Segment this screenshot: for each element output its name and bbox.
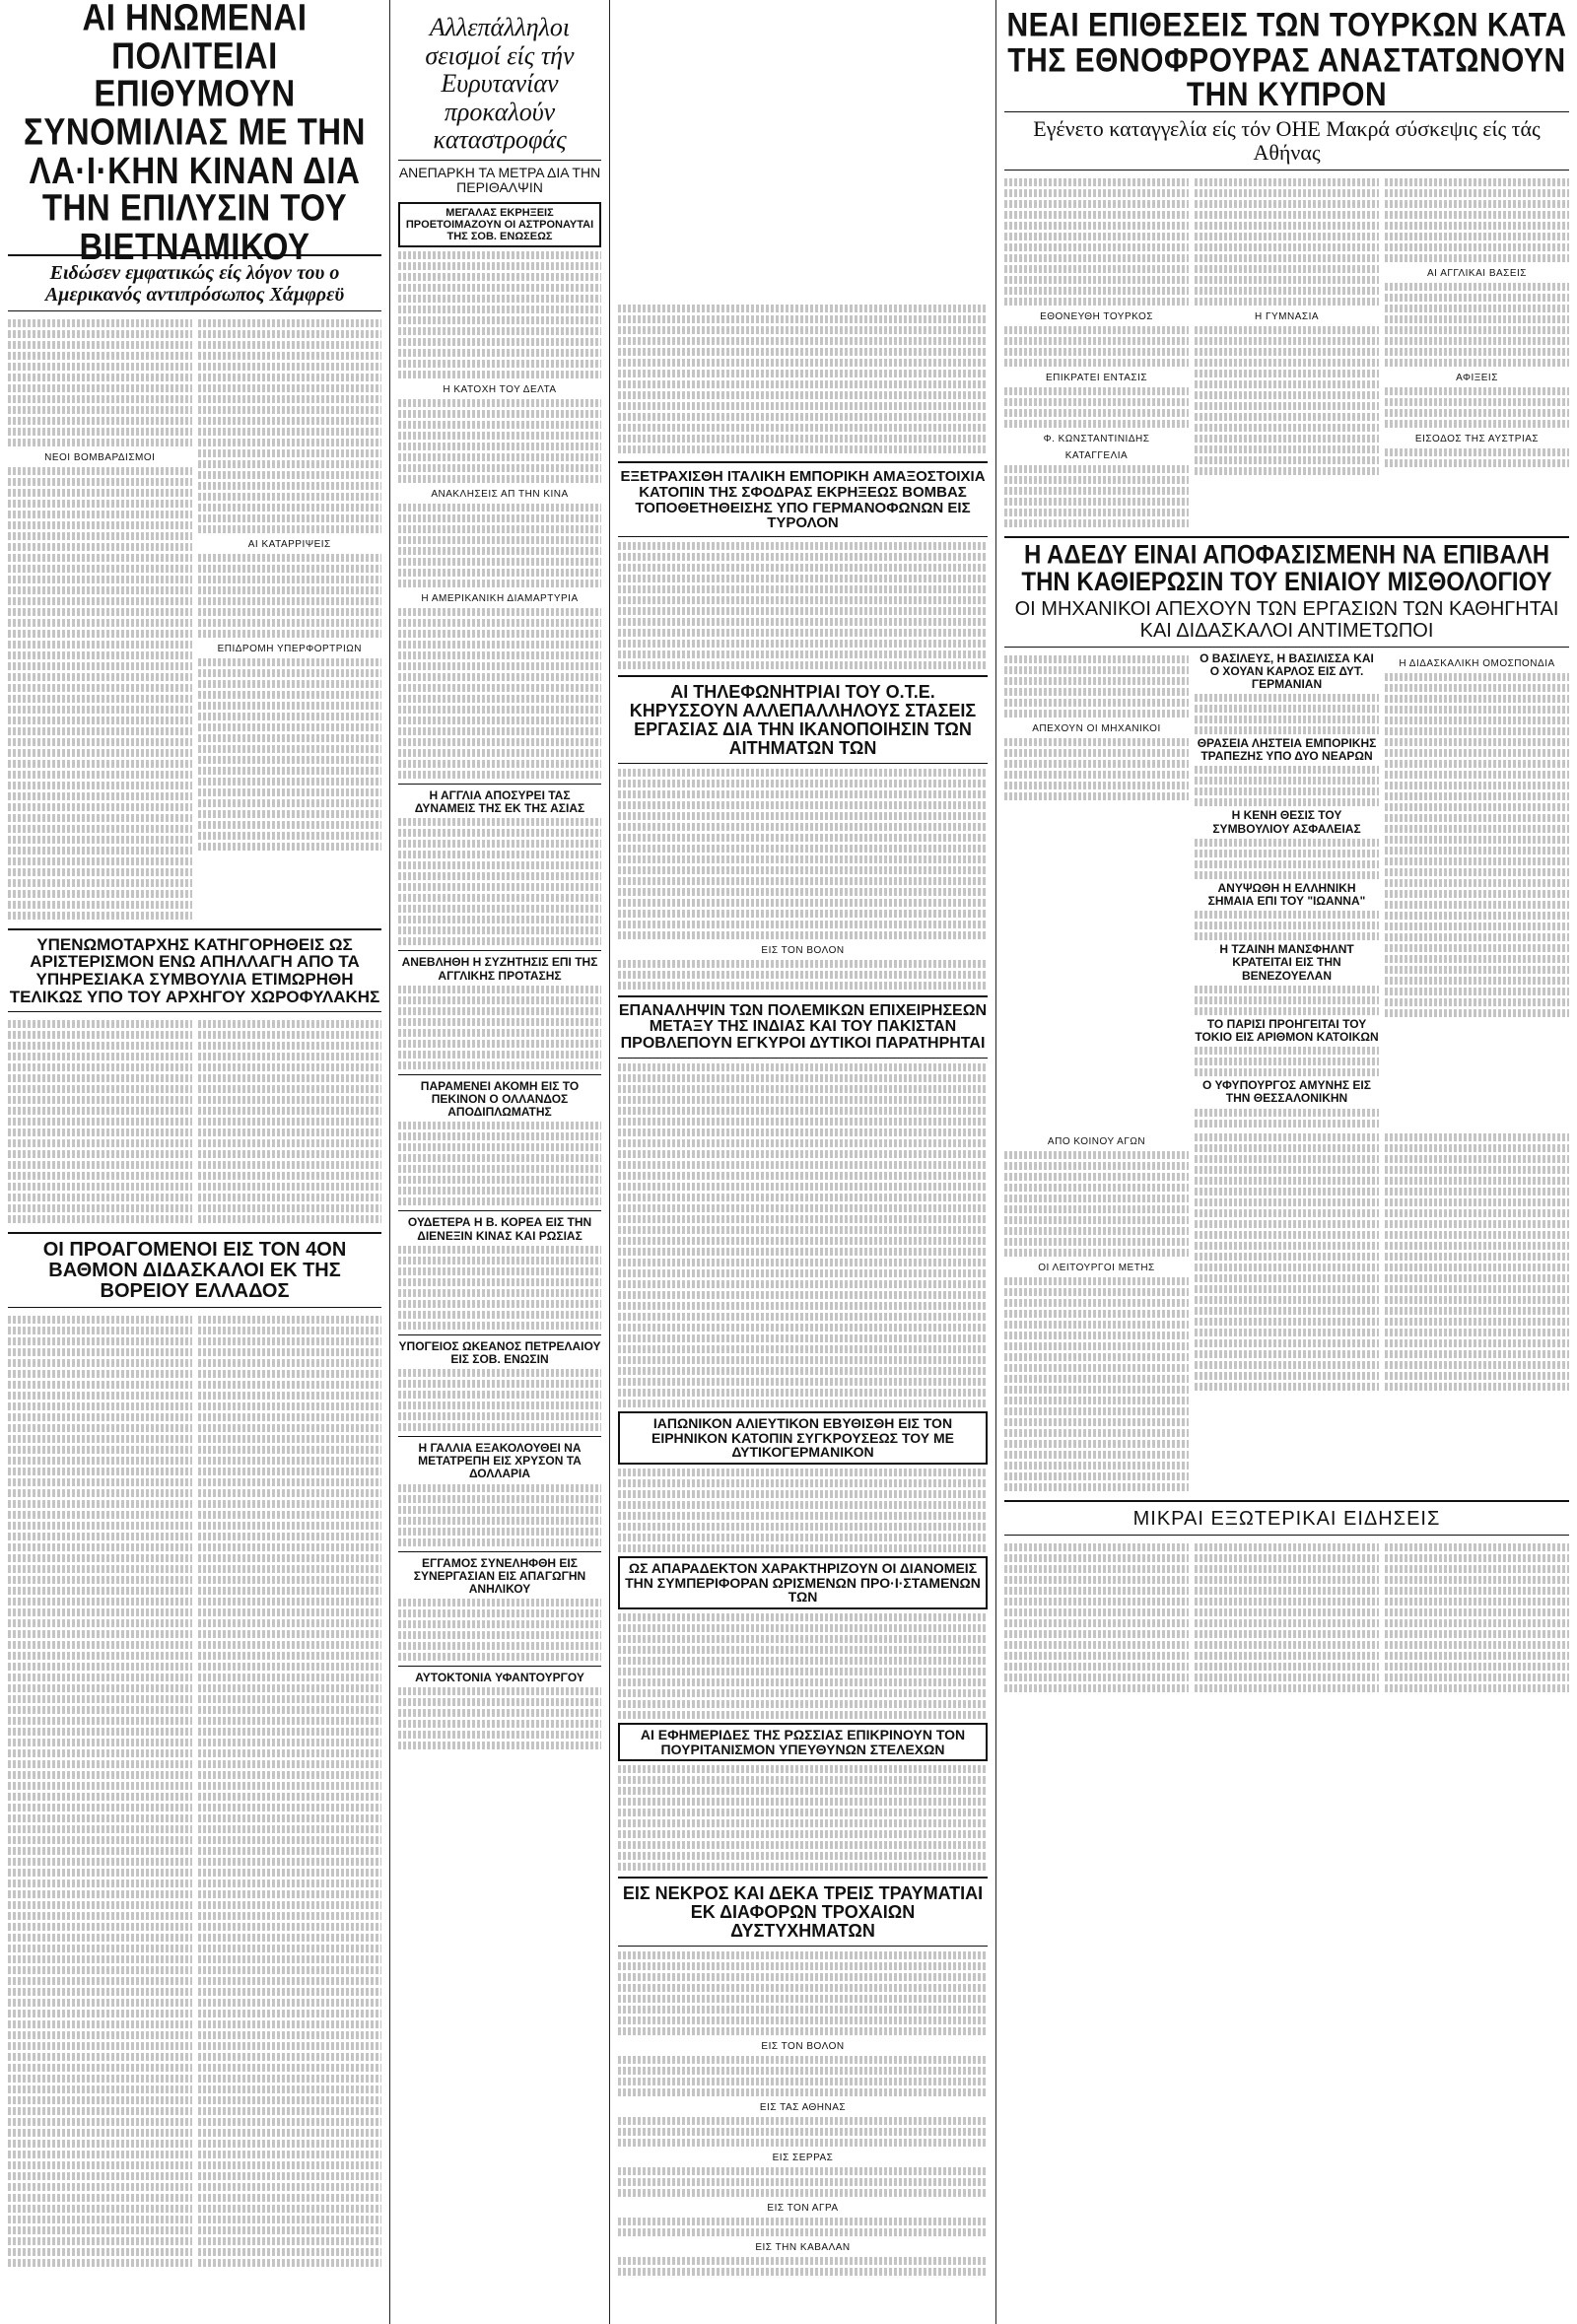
headline-adedy: Η ΑΔΕΔΥ ΕΙΝΑΙ ΑΠΟΦΑΣΙΣΜΕΝΗ ΝΑ ΕΠΙΒΑΛΗ ΤΗΝ ΚΑΘΙΕΡΩΣΙΝ ΤΟΥ ΕΝΙΑΙΟΥ ΜΙΣΘΟΛΟΓΙΟΥ xyxy=(1021,540,1552,597)
headline-traffic-accidents: ΕΙΣ ΝΕΚΡΟΣ ΚΑΙ ΔΕΚΑ ΤΡΕΙΣ ΤΡΑΥΜΑΤΙΑΙ ΕΚ ΔΙΑΦΟΡΩΝ ΤΡΟΧΑΙΩΝ ΔΥΣΤΥΧΗΜΑΤΩΝ xyxy=(622,1883,984,1942)
headline-defense: Ο ΥΦΥΠΟΥΡΓΟΣ ΑΜΥΝΗΣ ΕΙΣ ΤΗΝ ΘΕΣΣΑΛΟΝΙΚΗΝ xyxy=(1202,1078,1371,1106)
column-3 xyxy=(610,0,995,2324)
headline-cyprus: ΝΕΑΙ ΕΠΙΘΕΣΕΙΣ ΤΩΝ ΤΟΥΡΚΩΝ ΚΑΤΑ ΤΗΣ ΕΘΝΟΦΡΟΥΡΑΣ ΑΝΑΣΤΑΤΩΝΟΥΝ ΤΗΝ ΚΥΠΡΟΝ xyxy=(1006,6,1567,114)
section-exercise: Η ΓΥΜΝΑΣΙΑ xyxy=(1254,311,1320,323)
headline-japanese-fishing: ΙΑΠΩΝΙΚΟΝ ΑΛΙΕΥΤΙΚΟΝ ΕΒΥΘΙΣΘΗ ΕΙΣ ΤΟΝ ΕΙΡΗΝΙΚΟΝ ΚΑΤΟΠΙΝ ΣΥΓΚΡΟΥΣΕΩΣ ΤΟΥ ΜΕ ΔΥΤΙΚΟΓΕΡΜΑΝΙΚΟΝ xyxy=(651,1414,954,1461)
subhead-measures: ΑΝΕΠΑΡΚΗ ΤΑ ΜΕΤΡΑ ΔΙΑ ΤΗΝ ΠΕΡΙΘΑΛΨΙΝ xyxy=(398,164,601,196)
section-kavala: ΕΙΣ ΤΗΝ ΚΑΒΑΛΑΝ xyxy=(755,2242,851,2254)
section-complaint: ΚΑΤΑΓΓΕΛΙΑ xyxy=(1064,450,1129,462)
headline-oil: ΥΠΟΓΕΙΟΣ ΩΚΕΑΝΟΣ ΠΕΤΡΕΛΑΙΟΥ ΕΙΣ ΣΟΒ. ΕΝΩΣΙΝ xyxy=(398,1338,601,1366)
headline-ote-strike: ΑΙ ΤΗΛΕΦΩΝΗΤΡΙΑΙ ΤΟΥ Ο.Τ.Ε. ΚΗΡΥΣΣΟΥΝ ΑΛΛΕΠΑΛΛΗΛΟΥΣ ΣΤΑΣΕΙΣ ΕΡΓΑΣΙΑΣ ΔΙΑ ΤΗΝ ΙΚΑΝΟΠΟΙΗΣΙΝ ΤΩΝ ΑΙΤΗΜΑΤΩΝ ΤΩΝ xyxy=(629,682,977,758)
subhead-engineers: ΟΙ ΜΗΧΑΝΙΚΟΙ ΑΠΕΧΟΥΝ ΤΩΝ ΕΡΓΑΣΙΩΝ ΤΩΝ ΚΑΘΗΓΗΤΑΙ ΚΑΙ ΔΙΔΑΣΚΑΛΟΙ ΑΝΤΙΜΕΤΩΠΟΙ xyxy=(1014,597,1559,642)
headline-suicide: ΑΥΤΟΚΤΟΝΙΑ ΥΦΑΝΤΟΥΡΓΟΥ xyxy=(415,1671,584,1685)
headline-india-pakistan: ΕΠΑΝΑΛΗΨΙΝ ΤΩΝ ΠΟΛΕΜΙΚΩΝ ΕΠΙΧΕΙΡΗΣΕΩΝ ΜΕΤΑΞΥ ΤΗΣ ΙΝΔΙΑΣ ΚΑΙ ΤΟΥ ΠΑΚΙΣΤΑΝ ΠΡΟΒΛΕΠΟΥΝ ΕΓΚΥΡΟΙ ΔΥΤΙΚΟΙ ΠΑΡΑΤΗΡΗΤΑΙ xyxy=(618,1001,988,1053)
section-austria: ΕΙΣΟΔΟΣ ΤΗΣ ΑΥΣΤΡΙΑΣ xyxy=(1414,434,1540,445)
section-american-protest: Η ΑΜΕΡΙΚΑΝΙΚΗ ΔΙΑΜΑΡΤΥΡΙΑ xyxy=(421,593,579,605)
headline-distributors: ΩΣ ΑΠΑΡΑΔΕΚΤΟΝ ΧΑΡΑΚΤΗΡΙΖΟΥΝ ΟΙ ΔΙΑΝΟΜΕΙΣ ΤΗΝ ΣΥΜΠΕΡΙΦΟΡΑΝ ΩΡΙΣΜΕΝΩΝ ΠΡΟ·Ι·ΣΤΑΜΕΝΩΝ ΤΩΝ xyxy=(625,1560,981,1606)
column-2 xyxy=(390,0,609,2324)
section-agra: ΕΙΣ ΤΟΝ ΑΓΡΑ xyxy=(767,2203,839,2215)
subhead-humphrey: Ειδώσεν εμφατικώς είς λόγον του ο Αμερικανός αντιπρόσωπος Χάμφρεϋ xyxy=(44,261,345,306)
headline-royals: Ο ΒΑΣΙΛΕΥΣ, Η ΒΑΣΙΛΙΣΣΑ ΚΑΙ Ο ΧΟΥΑΝ ΚΑΡΛΟΣ ΕΙΣ ΔΥΤ. ΓΕΡΜΑΝΙΑΝ xyxy=(1200,650,1374,691)
section-teachers-federation: Η ΔΙΔΑΣΚΑΛΙΚΗ ΟΜΟΣΠΟΝΔΙΑ xyxy=(1399,657,1555,669)
headline-postponed: ΑΝΕΒΛΗΘΗ Η ΣΥΖΗΤΗΣΙΣ ΕΠΙ ΤΗΣ ΑΓΓΛΙΚΗΣ ΠΡΟΤΑΣΗΣ xyxy=(401,955,598,983)
section-volos-2: ΕΙΣ ΤΟΝ ΒΟΛΟΝ xyxy=(761,2041,845,2053)
section-new-bombings: ΝΕΟΙ ΒΟΜΒΑΡΔΙΣΜΟΙ xyxy=(44,451,156,463)
section-turk-killed: ΕΘΟΝΕΥΘΗ ΤΟΥΡΚΟΣ xyxy=(1040,311,1153,323)
headline-england-asia: Η ΑΓΓΛΙΑ ΑΠΟΣΥΡΕΙ ΤΑΣ ΔΥΝΑΜΕΙΣ ΤΗΣ ΕΚ ΤΗΣ ΑΣΙΑΣ xyxy=(414,788,585,816)
headline-vietnam: ΑΙ ΗΝΩΜΕΝΑΙ ΠΟΛΙΤΕΙΑΙ ΕΠΙΘΥΜΟΥΝ ΣΥΝΟΜΙΛΙΑΣ ΜΕ ΤΗΝ ΛΑ·Ι·ΚΗΝ ΚΙΝΑΝ ΔΙΑ ΤΗΝ ΕΠΙΛΥΣΙΝ ΤΟΥ ΒΙΕΤΝΑΜΙΚΟΥ xyxy=(24,0,366,267)
section-common-struggle: ΑΠΟ ΚΟΙΝΟΥ ΑΓΩΝ xyxy=(1047,1135,1146,1147)
headline-korea: ΟΥΔΕΤΕΡΑ Η Β. ΚΟΡΕΑ ΕΙΣ ΤΗΝ ΔΙΕΝΕΞΙΝ ΚΙΝΑΣ ΚΑΙ ΡΩΣΙΑΣ xyxy=(407,1215,592,1243)
headline-teachers-promotion: ΟΙ ΠΡΟΑΓΟΜΕΝΟΙ ΕΙΣ ΤΟΝ 4ΟΝ ΒΑΘΜΟΝ ΔΙΔΑΣΚΑΛΟΙ ΕΚ ΤΗΣ ΒΟΡΕΙΟΥ ΕΛΛΑΔΟΣ xyxy=(42,1238,347,1302)
section-serres: ΕΙΣ ΣΕΡΡΑΣ xyxy=(772,2153,834,2164)
article-body-1b xyxy=(198,316,382,923)
headline-earthquakes: Αλλεπάλληλοι σεισμοί είς τήν Ευρυτανίαν προκαλούν καταστροφάς xyxy=(425,13,575,155)
section-shootdowns: ΑΙ ΚΑΤΑΡΡΙΨΕΙΣ xyxy=(247,538,331,550)
section-tension: ΕΠΙΚΡΑΤΕΙ ΕΝΤΑΣΙΣ xyxy=(1045,373,1148,384)
section-english-bases: ΑΙ ΑΓΓΛΙΚΑΙ ΒΑΣΕΙΣ xyxy=(1427,268,1527,280)
headline-dutch-diplomat: ΠΑΡΑΜΕΝΕΙ ΑΚΟΜΗ ΕΙΣ ΤΟ ΠΕΚΙΝΟΝ Ο ΟΛΛΑΝΔΟΣ ΑΠΟΔΙΠΛΩΜΑΤΗΣ xyxy=(420,1078,580,1120)
section-officers: ΟΙ ΛΕΙΤΟΥΡΓΟΙ ΜΕΤΗΣ xyxy=(1038,1262,1155,1273)
section-delta: Η ΚΑΤΟΧΗ ΤΟΥ ΔΕΛΤΑ xyxy=(443,384,557,396)
section-superfortress-raid: ΕΠΙΔΡΟΜΗ ΥΠΕΡΦΟΡΤΡΙΩΝ xyxy=(217,643,362,654)
headline-gendarmerie: ΥΠΕΝΩΜΟΤΑΡΧΗΣ ΚΑΤΗΓΟΡΗΘΕΙΣ ΩΣ ΑΡΙΣΤΕΡΙΣΜΟΝ ΕΝΩ ΑΠΗΛΛΑΓΗ ΑΠΟ ΤΑ ΥΠΗΡΕΣΙΑΚΑ ΣΥΜΒΟΥΛΙΑ ΕΤΙΜΩΡΗΘΗ ΤΕΛΙΚΩΣ ΥΠΟ ΤΟΥ ΑΡΧΗΓΟΥ ΧΩΡΟΦΥΛΑΚΗΣ xyxy=(9,934,380,1007)
box-astronauts: ΜΕΓΑΛΑΣ ΕΚΡΗΞΕΙΣ ΠΡΟΕΤΟΙΜΑΖΟΥΝ ΟΙ ΑΣΤΡΟΝΑΥΤΑΙ ΤΗΣ ΣΟΒ. ΕΝΩΣΕΩΣ xyxy=(405,206,594,242)
headline-gold: Η ΓΑΛΛΙΑ ΕΞΑΚΟΛΟΥΘΕΙ ΝΑ ΜΕΤΑΤΡΕΠΗ ΕΙΣ ΧΡΥΣΟΝ ΤΑ ΔΟΛΛΑΡΙΑ xyxy=(418,1441,582,1481)
section-volos: ΕΙΣ ΤΟΝ ΒΟΛΟΝ xyxy=(761,944,845,956)
headline-jayne: Η ΤΖΑΙΝΗ ΜΑΝΣΦΗΛΝΤ ΚΡΑΤΕΙΤΑΙ ΕΙΣ ΤΗΝ ΒΕΝΕΖΟΥΕΛΑΝ xyxy=(1219,942,1354,983)
headline-robbery: ΘΡΑΣΕΙΑ ΛΗΣΤΕΙΑ ΕΜΠΟΡΙΚΗΣ ΤΡΑΠΕΖΗΣ ΥΠΟ ΔΥΟ ΝΕΑΡΩΝ xyxy=(1197,736,1377,764)
headline-paris: ΤΟ ΠΑΡΙΣΙ ΠΡΟΗΓΕΙΤΑΙ ΤΟΥ ΤΟΚΙΟ ΕΙΣ ΑΡΙΘΜΟΝ ΚΑΤΟΙΚΩΝ xyxy=(1195,1016,1379,1044)
article-body-1a xyxy=(8,316,192,923)
headline-russian-papers: ΑΙ ΕΦΗΜΕΡΙΔΕΣ ΤΗΣ ΡΩΣΣΙΑΣ ΕΠΙΚΡΙΝΟΥΝ ΤΟΝ ΠΟΥΡΙΤΑΝΙΣΜΟΝ ΥΠΕΥΘΥΝΩΝ ΣΤΕΛΕΧΩΝ xyxy=(640,1727,966,1757)
section-engineers-abstain: ΑΠΕΧΟΥΝ ΟΙ ΜΗΧΑΝΙΚΟΙ xyxy=(1032,722,1161,734)
section-athens: ΕΙΣ ΤΑΣ ΑΘΗΝΑΣ xyxy=(759,2102,847,2114)
section-china-recall: ΑΝΑΚΛΗΣΕΙΣ ΑΠ ΤΗΝ ΚΙΝΑ xyxy=(431,489,569,501)
headline-small-foreign-news: ΜΙΚΡΑΙ ΕΞΩΤΕΡΙΚΑΙ ΕΙΔΗΣΕΙΣ xyxy=(1132,1507,1441,1530)
subhead-un: Εγένετο καταγγελία είς τόν ΟΗΕ Μακρά σύσκεψις είς τάς Αθήνας xyxy=(1033,115,1541,165)
column-4 xyxy=(996,0,1577,2324)
section-konstantinidis: Φ. ΚΩΝΣΤΑΝΤΙΝΙΔΗΣ xyxy=(1043,434,1150,445)
headline-italian-train: ΕΞΕΤΡΑΧΙΣΘΗ ΙΤΑΛΙΚΗ ΕΜΠΟΡΙΚΗ ΑΜΑΞΟΣΤΟΙΧΙΑ ΚΑΤΟΠΙΝ ΤΗΣ ΣΦΟΔΡΑΣ ΕΚΡΗΞΕΩΣ ΒΟΜΒΑΣ ΤΟΠΟΘΕΤΗΘΕΙΣΗΣ ΥΠΟ ΓΕΡΜΑΝΟΦΩΝΩΝ ΕΙΣ ΤΥΡΟΛΟΝ xyxy=(620,468,986,532)
headline-security-council: Η ΚΕΝΗ ΘΕΣΙΣ ΤΟΥ ΣΥΜΒΟΥΛΙΟΥ ΑΣΦΑΛΕΙΑΣ xyxy=(1212,808,1361,836)
headline-kidnapping: ΕΓΓΑΜΟΣ ΣΥΝΕΛΗΦΘΗ ΕΙΣ ΣΥΝΕΡΓΑΣΙΑΝ ΕΙΣ ΑΠΑΓΩΓΗΝ ΑΝΗΛΙΚΟΥ xyxy=(413,1555,586,1597)
column-1 xyxy=(0,0,389,2324)
section-arrivals: ΑΦΙΞΕΙΣ xyxy=(1456,373,1498,384)
headline-flag: ΑΝΥΨΩΘΗ Η ΕΛΛΗΝΙΚΗ ΣΗΜΑΙΑ ΕΠΙ ΤΟΥ "ΙΩΑΝΝΑ" xyxy=(1207,880,1366,909)
